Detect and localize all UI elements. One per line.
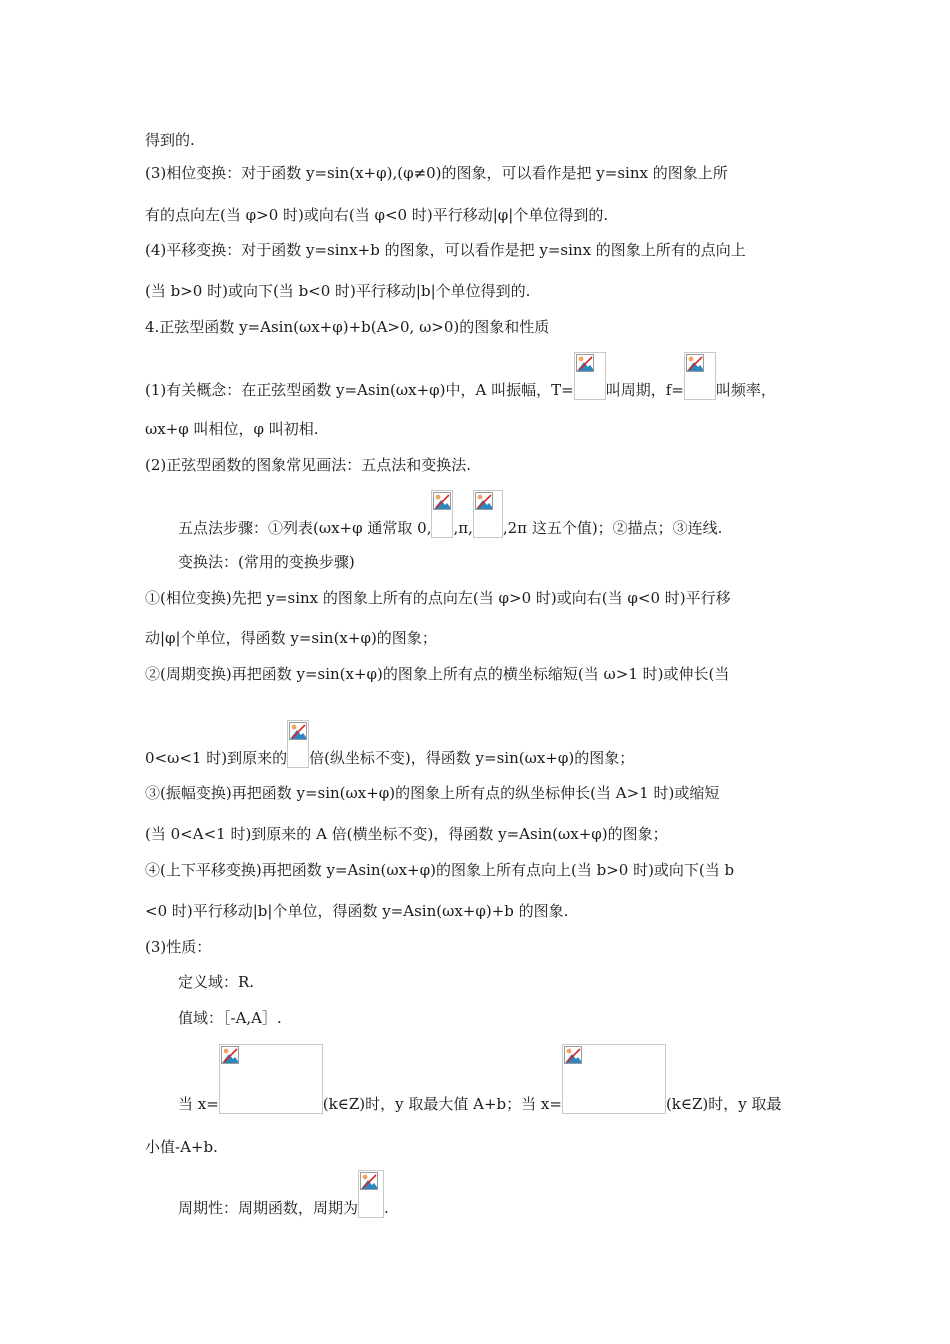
broken-image-icon	[564, 1046, 582, 1064]
text-line: (2)正弦型函数的图象常见画法：五点法和变换法.	[145, 456, 472, 474]
text-line: ①(相位变换)先把 y=sinx 的图象上所有的点向左(当 φ>0 时)或向右(当 φ<0 时)平行移	[145, 589, 731, 607]
text-segment: 倍(纵坐标不变)，得函数 y=sin(ωx+φ)的图象；	[309, 749, 635, 767]
broken-image-icon	[360, 1172, 378, 1190]
text-line: (当 b>0 时)或向下(当 b<0 时)平行移动|b|个单位得到的.	[145, 282, 531, 300]
text-line	[145, 720, 634, 768]
formula-image	[219, 1044, 323, 1114]
text-line: 变换法：(常用的变换步骤)	[178, 553, 355, 571]
text-segment: 五点法步骤：①列表(ωx+φ 通常取 0,	[178, 519, 432, 537]
text-segment: 0<ω<1 时)到原来的	[145, 749, 288, 767]
broken-image-icon	[221, 1046, 239, 1064]
text-segment: .	[384, 1199, 389, 1217]
formula-image	[574, 352, 606, 400]
text-segment: (1)有关概念：在正弦型函数 y=Asin(ωx+φ)中，A 叫振幅，T=	[145, 381, 574, 399]
broken-image-icon	[289, 722, 307, 740]
text-line: <0 时)平行移动|b|个单位，得函数 y=Asin(ωx+φ)+b 的图象.	[145, 902, 569, 920]
text-line: ②(周期变换)再把函数 y=sin(x+φ)的图象上所有点的横坐标缩短(当 ω>1 时)或伸长(当	[145, 665, 730, 683]
formula-image	[358, 1170, 384, 1218]
section-heading: 4.正弦型函数 y=Asin(ωx+φ)+b(A>0, ω>0)的图象和性质	[145, 318, 550, 336]
formula-image	[562, 1044, 666, 1114]
broken-image-icon	[686, 354, 704, 372]
text-line	[145, 352, 776, 400]
text-line: 值域：［-A,A］.	[178, 1009, 282, 1027]
broken-image-icon	[475, 492, 493, 510]
text-segment: 叫周期，f=	[605, 381, 684, 399]
text-line: (4)平移变换：对于函数 y=sinx+b 的图象，可以看作是把 y=sinx 的图象上所有的点向上	[145, 241, 746, 259]
text-segment: (k∈Z)时，y 取最大值 A+b；当 x=	[322, 1095, 562, 1113]
text-line	[178, 1044, 782, 1114]
broken-image-icon	[576, 354, 594, 372]
text-segment: 周期性：周期函数，周期为	[178, 1199, 359, 1217]
text-line: 小值-A+b.	[145, 1138, 218, 1156]
formula-image	[684, 352, 716, 400]
text-line: (当 0<A<1 时)到原来的 A 倍(横坐标不变)，得函数 y=Asin(ωx+φ)的图象；	[145, 825, 668, 843]
text-segment: ,π,	[453, 519, 473, 537]
text-line	[178, 1170, 389, 1218]
text-line: (3)性质：	[145, 938, 212, 956]
text-segment: 叫频率，	[715, 381, 776, 399]
formula-image	[473, 490, 503, 538]
text-segment: ,2π 这五个值)；②描点；③连线.	[502, 519, 723, 537]
text-line: 动|φ|个单位，得函数 y=sin(x+φ)的图象；	[145, 629, 437, 647]
formula-image	[431, 490, 453, 538]
text-segment: (k∈Z)时，y 取最	[665, 1095, 782, 1113]
text-line: ③(振幅变换)再把函数 y=sin(ωx+φ)的图象上所有点的纵坐标伸长(当 A>1 时)或缩短	[145, 784, 720, 802]
text-segment: 当 x=	[178, 1095, 219, 1113]
text-line: 得到的.	[145, 131, 195, 149]
broken-image-icon	[433, 492, 451, 510]
text-line: ④(上下平移变换)再把函数 y=Asin(ωx+φ)的图象上所有点向上(当 b>0 时)或向下(当 b	[145, 861, 735, 879]
text-line: 有的点向左(当 φ>0 时)或向右(当 φ<0 时)平行移动|φ|个单位得到的.	[145, 206, 609, 224]
text-line: (3)相位变换：对于函数 y=sin(x+φ),(φ≠0)的图象，可以看作是把 y=sinx 的图象上所	[145, 164, 728, 182]
text-line: ωx+φ 叫相位，φ 叫初相.	[145, 420, 319, 438]
text-line: 定义域：R.	[178, 973, 255, 991]
formula-image	[287, 720, 309, 768]
text-line	[178, 490, 722, 538]
